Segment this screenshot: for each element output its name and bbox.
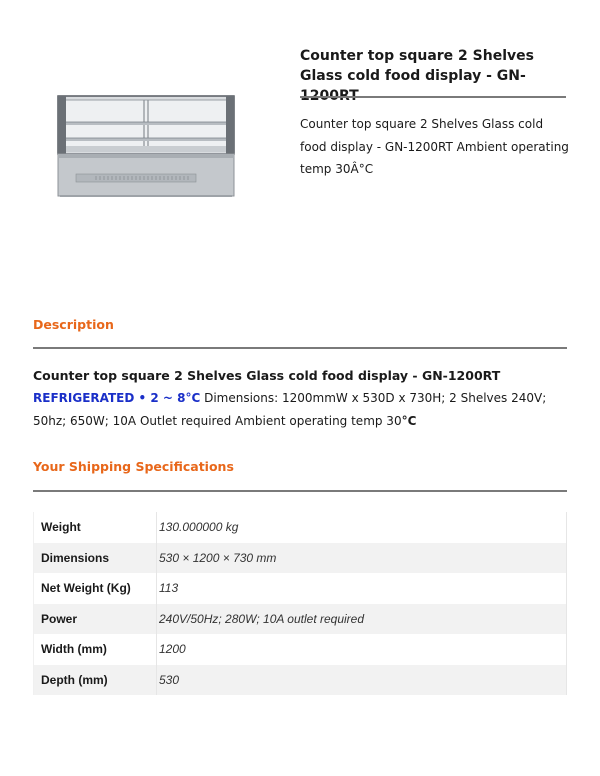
spec-label: Net Weight (Kg) — [34, 573, 157, 604]
spec-value: 530 × 1200 × 730 mm — [157, 543, 567, 574]
description-divider — [33, 347, 567, 349]
table-row — [34, 512, 567, 543]
table-row — [34, 543, 567, 574]
table-row — [34, 604, 567, 635]
spec-label: Depth (mm) — [34, 665, 157, 696]
spec-label: Width (mm) — [34, 634, 157, 665]
spec-label: Dimensions — [34, 543, 157, 574]
description-body — [33, 387, 563, 433]
spec-value: 1200 — [157, 634, 567, 665]
description-title: Counter top square 2 Shelves Glass cold food display - GN-1200RT — [33, 368, 501, 383]
spec-label: Weight — [34, 512, 157, 543]
spec-value: 530 — [157, 665, 567, 696]
spec-label: Power — [34, 604, 157, 635]
product-title: Counter top square 2 Shelves Glass cold food display - GN-1200RT — [300, 48, 534, 104]
shipping-heading: Your Shipping Specifications — [33, 459, 234, 474]
shipping-divider — [33, 490, 567, 492]
table-row — [34, 573, 567, 604]
description-heading: Description — [33, 317, 114, 332]
product-image — [56, 94, 236, 198]
title-divider — [300, 96, 566, 98]
spec-value: 130.000000 kg — [157, 512, 567, 543]
spec-value: 113 — [157, 573, 567, 604]
description-text: Dimensions: 1200mmW x 530D x 730H; 2 Shelves 240V; 50hz; 650W; 10A Outlet required Ambient operating temp 30 — [33, 391, 547, 428]
product-summary: Counter top square 2 Shelves Glass cold food display - GN-1200RT Ambient operating temp 30Â°C — [300, 117, 569, 176]
spec-value: 240V/50Hz; 280W; 10A outlet required — [157, 604, 567, 635]
table-row — [34, 634, 567, 665]
temp-unit: °C — [401, 414, 417, 428]
glass-food-display-cabinet-icon — [58, 96, 234, 197]
refrigerated-label: REFRIGERATED • 2 ~ 8°C — [33, 391, 201, 405]
table-row — [34, 665, 567, 696]
shipping-spec-table — [33, 512, 567, 695]
